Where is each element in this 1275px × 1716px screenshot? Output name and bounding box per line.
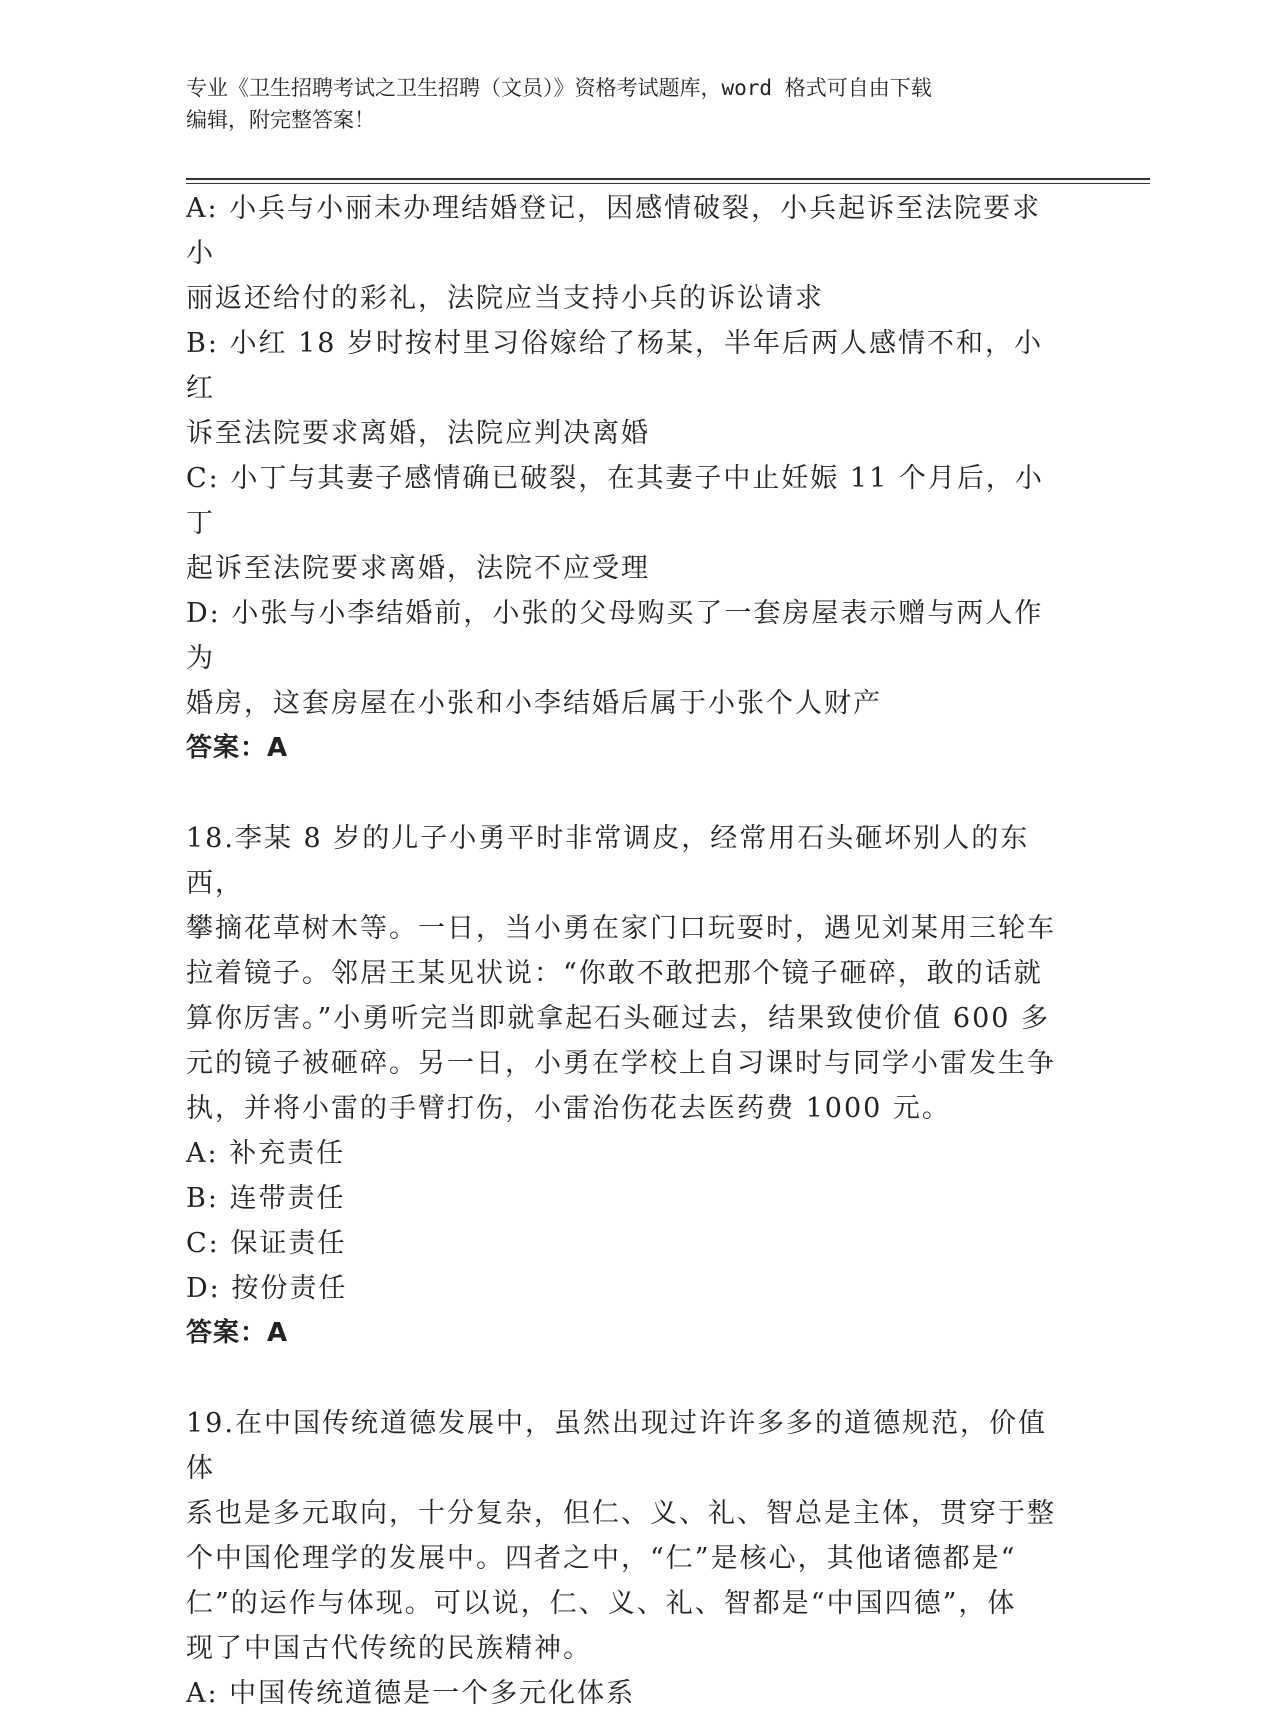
option-b: B: 连带责任 (186, 1183, 346, 1214)
question-17-answer: 答案：A (186, 733, 289, 763)
option-d-line-1: D: 小张与小李结婚前，小张的父母购买了一套房屋表示赠与两人作为 (186, 598, 1044, 674)
header-line-2: 编辑，附完整答案！ (186, 108, 375, 132)
spacer (186, 1356, 1066, 1401)
question-18-line: 执，并将小雷的手臂打伤，小雷治伤花去医药费 1000 元。 (186, 1093, 951, 1124)
option-d: D: 按份责任 (186, 1273, 348, 1304)
question-19-line: 系也是多元取向，十分复杂，但仁、义、礼、智总是主体，贯穿于整 (186, 1498, 1056, 1529)
question-19-line: 仁”的运作与体现。可以说，仁、义、礼、智都是“中国四德”，体 (186, 1588, 1017, 1619)
option-a-line-2: 丽返还给付的彩礼，法院应当支持小兵的诉讼请求 (186, 283, 824, 314)
option-b-line-1: B: 小红 18 岁时按村里习俗嫁给了杨某，半年后两人感情不和，小红 (186, 328, 1044, 404)
question-18-answer: 答案：A (186, 1318, 289, 1348)
option-a: A: 补充责任 (186, 1138, 346, 1169)
question-19-line: 个中国伦理学的发展中。四者之中，“仁”是核心，其他诸德都是“ (186, 1543, 1017, 1574)
question-19-stem (186, 1401, 1066, 1671)
header-divider (186, 178, 1150, 180)
question-18-line: 18.李某 8 岁的儿子小勇平时非常调皮，经常用石头砸坏别人的东西， (186, 823, 1030, 899)
option-d-line-2: 婚房，这套房屋在小张和小李结婚后属于小张个人财产 (186, 688, 882, 719)
question-17-options (186, 186, 1066, 726)
question-19-options (186, 1671, 1066, 1716)
question-18-line: 拉着镜子。邻居王某见状说：“你敢不敢把那个镜子砸碎，敢的话就 (186, 958, 1043, 989)
option-a: A: 中国传统道德是一个多元化体系 (186, 1678, 636, 1709)
document-header (186, 72, 1066, 136)
option-c-line-2: 起诉至法院要求离婚，法院不应受理 (186, 553, 650, 584)
question-18-line: 攀摘花草树木等。一日，当小勇在家门口玩耍时，遇见刘某用三轮车 (186, 913, 1056, 944)
question-18-line: 元的镜子被砸碎。另一日，小勇在学校上自习课时与同学小雷发生争 (186, 1048, 1056, 1079)
header-line-1: 专业《卫生招聘考试之卫生招聘（文员）》资格考试题库，word 格式可自由下载 (186, 76, 932, 100)
option-b-line-2: 诉至法院要求离婚，法院应判决离婚 (186, 418, 650, 449)
question-19-line: 现了中国古代传统的民族精神。 (186, 1633, 592, 1664)
question-18-options (186, 1131, 1066, 1311)
option-c: C: 保证责任 (186, 1228, 347, 1259)
question-18-stem (186, 816, 1066, 1131)
header-divider-thin (186, 183, 1150, 184)
option-a-line-1: A: 小兵与小丽未办理结婚登记，因感情破裂，小兵起诉至法院要求小 (186, 193, 1042, 269)
option-c-line-1: C: 小丁与其妻子感情确已破裂，在其妻子中止妊娠 11 个月后，小丁 (186, 463, 1044, 539)
question-18-line: 算你厉害。”小勇听完当即就拿起石头砸过去，结果致使价值 600 多 (186, 1003, 1051, 1034)
document-body (186, 186, 1066, 1716)
spacer (186, 771, 1066, 816)
question-19-line: 19.在中国传统道德发展中，虽然出现过许许多多的道德规范，价值体 (186, 1408, 1047, 1484)
